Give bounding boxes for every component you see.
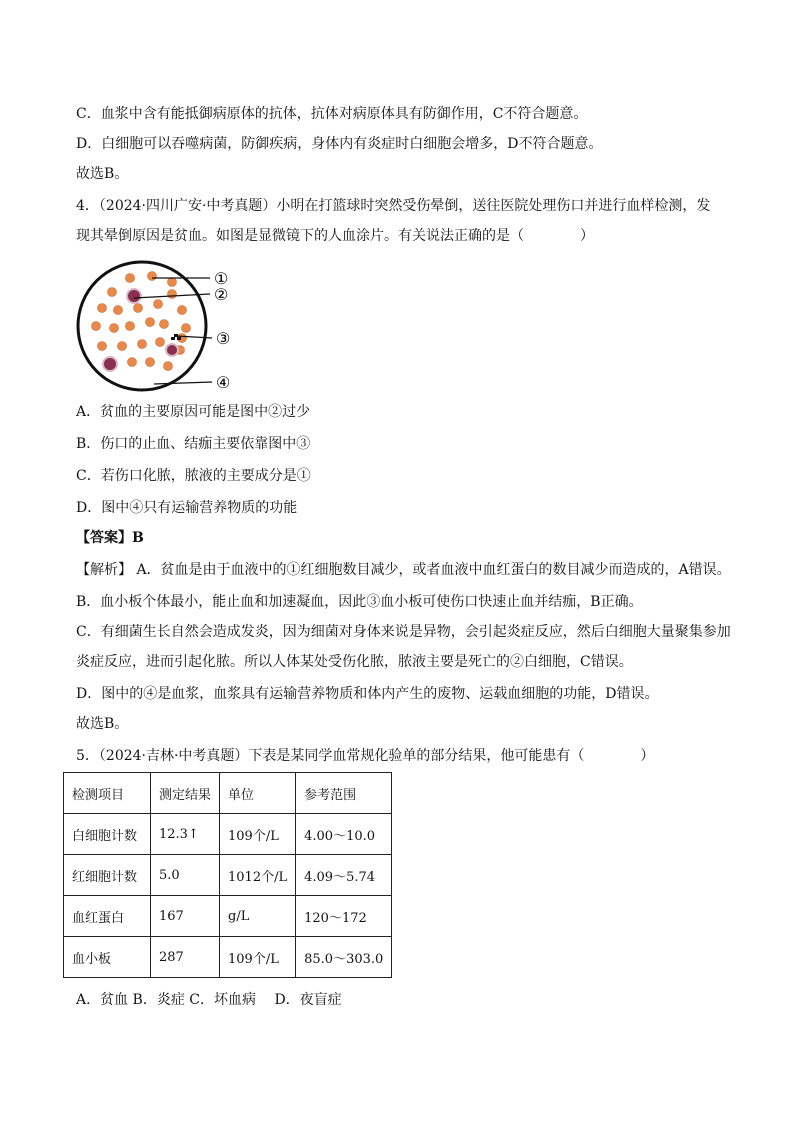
- option-4d: D．图中④只有运输营养物质的功能: [76, 500, 298, 516]
- red-blood-cell: [182, 324, 191, 333]
- text-ans3: 故选B。: [76, 166, 129, 182]
- red-blood-cell: [98, 342, 107, 351]
- red-blood-cell: [148, 272, 157, 281]
- table-cell: 白细胞计数: [64, 814, 151, 855]
- table-cell: 1012个/L: [220, 855, 296, 896]
- table-cell: 120～172: [296, 896, 392, 937]
- question-4-line2: 现其晕倒原因是贫血。如图是显微镜下的人血涂片。有关说法正确的是（ ）: [76, 228, 594, 244]
- explanation-4b: B．血小板个体最小，能止血和加速凝血，因此③血小板可使伤口快速止血并结痂，B正确。: [76, 594, 643, 610]
- options-5: A．贫血 B．炎症 C．坏血病 D．夜盲症: [76, 992, 342, 1008]
- table-header-cell: 检测项目: [64, 773, 151, 814]
- red-blood-cell: [178, 306, 187, 315]
- blood-test-table: [63, 772, 392, 978]
- red-blood-cell: [146, 358, 155, 367]
- red-blood-cell: [98, 304, 107, 313]
- red-blood-cell: [146, 318, 155, 327]
- table-cell: 85.0～303.0: [296, 937, 392, 978]
- table-cell: 血小板: [64, 937, 151, 978]
- red-blood-cell: [134, 304, 143, 313]
- text-d3: D．白细胞可以吞噬病菌，防御疾病，身体内有炎症时白细胞会增多，D不符合题意。: [76, 136, 603, 152]
- text-c3: C．血浆中含有能抵御病原体的抗体，抗体对病原体具有防御作用，C不符合题意。: [76, 106, 588, 122]
- red-blood-cell: [114, 306, 123, 315]
- figure-label-2: ②: [214, 285, 229, 304]
- red-blood-cell: [128, 358, 137, 367]
- table-cell: 红细胞计数: [64, 855, 151, 896]
- red-blood-cell: [138, 340, 147, 349]
- option-4c: C．若伤口化脓，脓液的主要成分是①: [76, 468, 311, 484]
- explanation-4c-line1: C．有细菌生长自然会造成发炎，因为细菌对身体来说是异物，会引起炎症反应，然后白细胞大量聚集参加: [76, 624, 731, 640]
- white-blood-cell: [166, 344, 178, 356]
- white-blood-cell: [127, 289, 141, 303]
- table-row: [64, 855, 392, 896]
- figure-label-1: ①: [214, 269, 229, 288]
- table-header-cell: 测定结果: [151, 773, 220, 814]
- figure-label-3: ③: [216, 329, 231, 348]
- red-blood-cell: [154, 300, 163, 309]
- explanation-4a: 【解析】 A．贫血是由于血液中的①红细胞数目减少，或者血液中血红蛋白的数目减少而造成的，A错误。: [76, 562, 731, 578]
- table-cell: 5.0: [151, 855, 220, 896]
- table-cell: 287: [151, 937, 220, 978]
- table-cell: 4.00～10.0: [296, 814, 392, 855]
- table-header-cell: 单位: [220, 773, 296, 814]
- platelet: [177, 337, 181, 340]
- red-blood-cell: [108, 288, 117, 297]
- table-cell: g/L: [220, 896, 296, 937]
- red-blood-cell: [110, 324, 119, 333]
- table-header-cell: 参考范围: [296, 773, 392, 814]
- table-header-row: [64, 773, 392, 814]
- option-4a: A．贫血的主要原因可能是图中②过少: [76, 404, 311, 420]
- question-5: 5．（2024·吉林·中考真题）下表是某同学血常规化验单的部分结果，他可能患有（ ）: [76, 748, 655, 764]
- red-blood-cell: [156, 338, 165, 347]
- red-blood-cell: [92, 322, 101, 331]
- final-4: 故选B。: [76, 716, 129, 732]
- answer-4: 【答案】B: [76, 530, 144, 546]
- table-row: [64, 896, 392, 937]
- table-row: [64, 937, 392, 978]
- explanation-4d: D．图中的④是血浆，血浆具有运输营养物质和体内产生的废物、运载血细胞的功能，D错误。: [76, 686, 659, 702]
- table-row: [64, 814, 392, 855]
- explanation-4c-line2: 炎症反应，进而引起化脓。所以人体某处受伤化脓，脓液主要是死亡的②白细胞，C错误。: [76, 654, 633, 670]
- red-blood-cell: [164, 362, 173, 371]
- table-cell: 4.09～5.74: [296, 855, 392, 896]
- table-cell: 167: [151, 896, 220, 937]
- table-cell: 12.3↑: [151, 814, 220, 855]
- platelet: [171, 337, 175, 340]
- table-cell: 109个/L: [220, 814, 296, 855]
- red-blood-cell: [126, 322, 135, 331]
- red-blood-cell: [160, 320, 169, 329]
- option-4b: B．伤口的止血、结痂主要依靠图中③: [76, 436, 311, 452]
- table-cell: 血红蛋白: [64, 896, 151, 937]
- table-cell: 109个/L: [220, 937, 296, 978]
- red-blood-cell: [168, 290, 177, 299]
- white-blood-cell: [103, 357, 117, 371]
- question-4-line1: 4．（2024·四川广安·中考真题）小明在打篮球时突然受伤晕倒，送往医院处理伤口并进行血样检测，发: [76, 198, 711, 214]
- red-blood-cell: [118, 342, 127, 351]
- blood-smear-figure: [72, 258, 272, 394]
- figure-label-4: ④: [216, 373, 231, 392]
- red-blood-cell: [168, 278, 177, 287]
- red-blood-cell: [126, 274, 135, 283]
